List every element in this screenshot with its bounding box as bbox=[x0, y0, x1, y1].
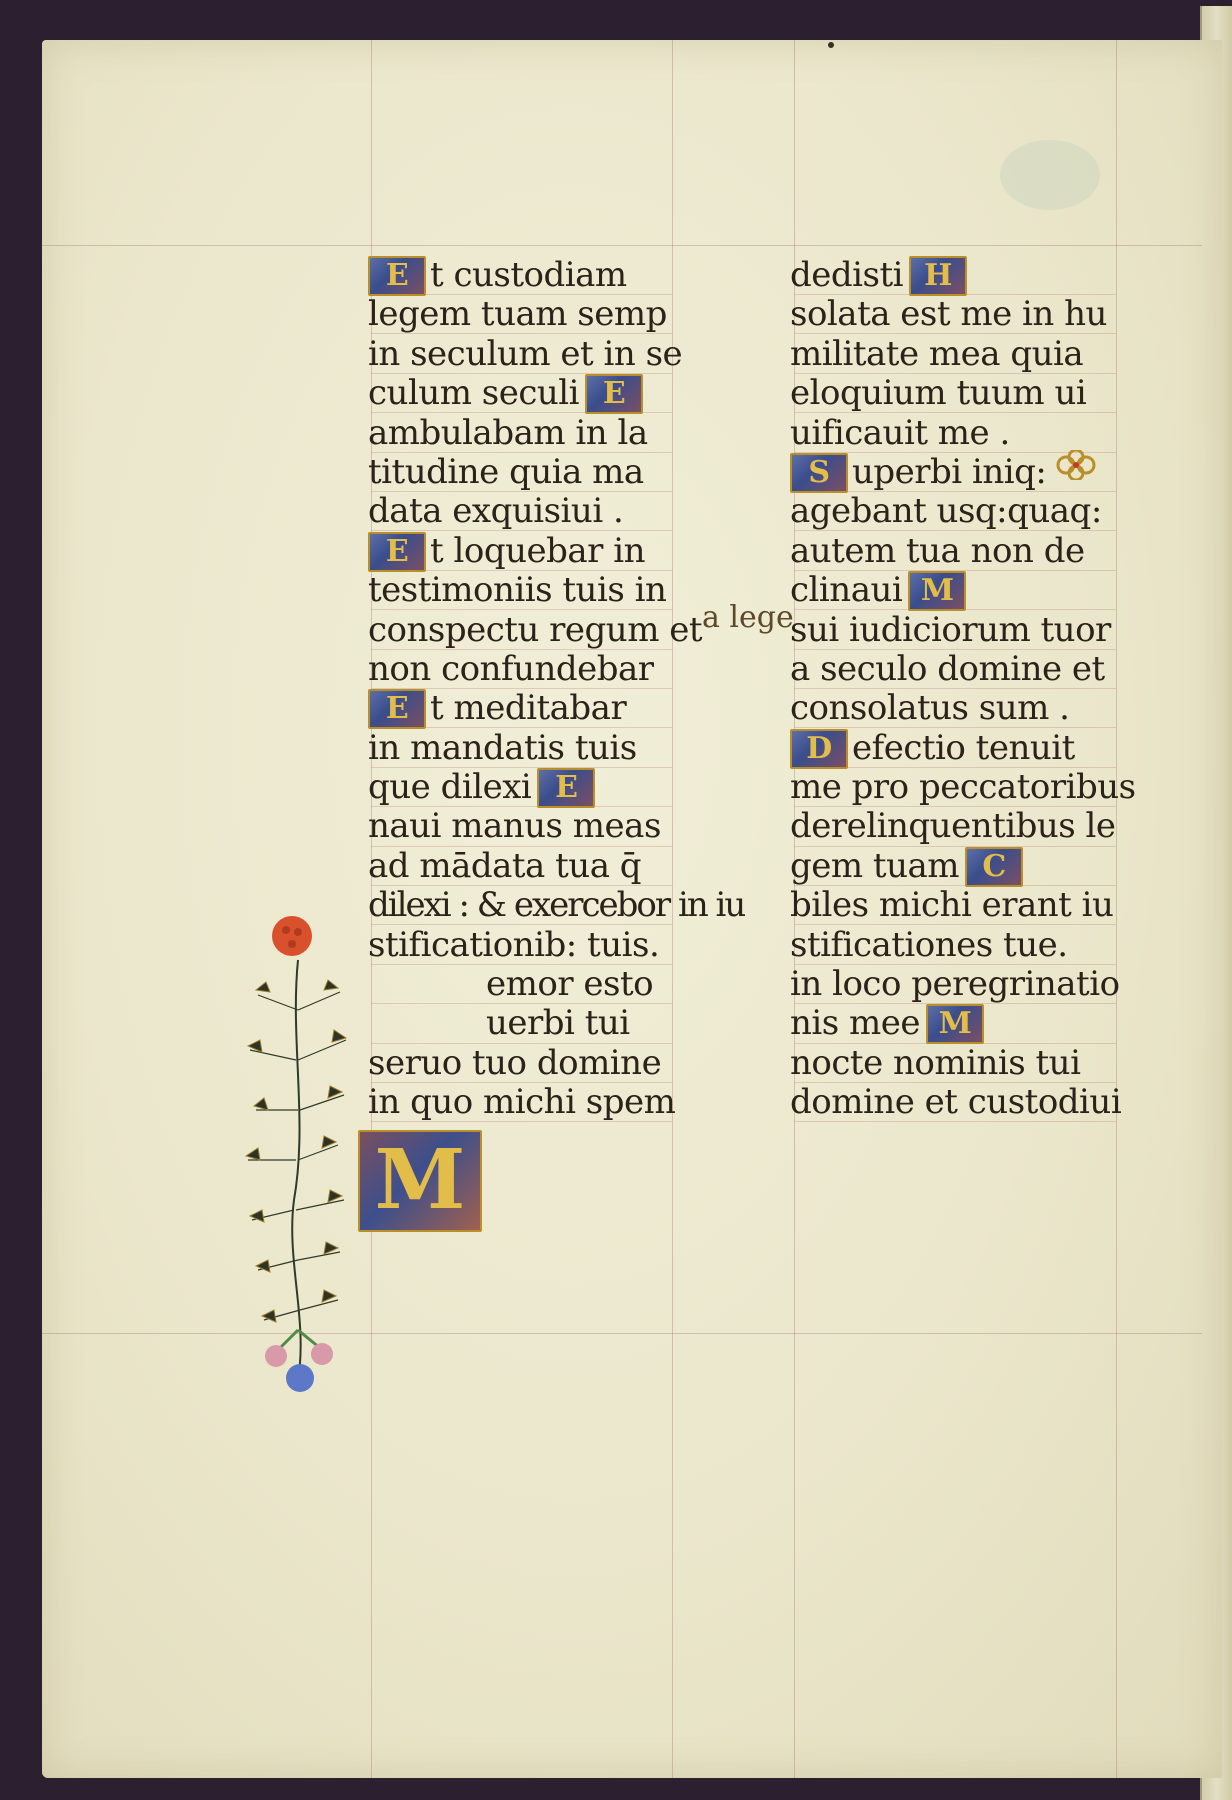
left-text-column bbox=[368, 255, 745, 1123]
line-text: ad mādata tua q̄ bbox=[368, 845, 642, 886]
line-text: in mandatis tuis bbox=[368, 727, 637, 768]
text-line bbox=[368, 926, 688, 965]
text-line bbox=[368, 768, 688, 807]
text-line bbox=[368, 414, 688, 453]
line-text: que dilexi bbox=[368, 767, 532, 808]
line-text: non confundebar bbox=[368, 648, 654, 689]
text-line bbox=[790, 414, 1130, 453]
line-text: dilexi : & exercebor in iu bbox=[368, 885, 745, 926]
decorated-initial: S bbox=[790, 453, 848, 493]
text-line bbox=[368, 807, 688, 846]
text-line bbox=[790, 1004, 1130, 1043]
line-text: uperbi iniq: bbox=[852, 451, 1047, 492]
text-line bbox=[790, 926, 1130, 965]
floral-border-sprig bbox=[228, 900, 368, 1400]
text-line bbox=[790, 532, 1130, 571]
text-line bbox=[368, 453, 688, 492]
line-text: a seculo domine et bbox=[790, 648, 1105, 689]
text-line bbox=[790, 295, 1130, 334]
line-text: agebant usq:quaq: bbox=[790, 491, 1102, 532]
line-text: t meditabar bbox=[430, 688, 627, 729]
ink-dot bbox=[828, 42, 834, 48]
line-text: uificauit me . bbox=[790, 412, 1010, 453]
text-line bbox=[790, 256, 1130, 295]
line-text: seruo tuo domine bbox=[368, 1042, 662, 1083]
line-text: emor esto bbox=[486, 964, 654, 1005]
line-text: ambulabam in la bbox=[368, 412, 648, 453]
line-text: domine et custodiui bbox=[790, 1082, 1122, 1123]
line-text: in loco peregrinatio bbox=[790, 964, 1120, 1005]
text-line bbox=[368, 295, 688, 334]
line-text: gem tuam bbox=[790, 845, 960, 886]
text-line bbox=[790, 965, 1130, 1004]
line-text: nocte nominis tui bbox=[790, 1042, 1081, 1083]
line-text: consolatus sum . bbox=[790, 688, 1070, 729]
text-line bbox=[790, 374, 1130, 413]
line-text: conspectu regum et bbox=[368, 609, 703, 650]
text-line bbox=[368, 1044, 688, 1083]
right-text-column bbox=[790, 255, 1136, 1123]
horizontal-ruling bbox=[42, 245, 1202, 246]
text-line bbox=[790, 1044, 1130, 1083]
text-line bbox=[368, 885, 745, 926]
decorated-initial: H bbox=[909, 256, 967, 296]
line-text: militate mea quia bbox=[790, 333, 1084, 374]
text-line bbox=[368, 1083, 688, 1122]
decorated-initial: E bbox=[368, 256, 426, 296]
text-line bbox=[368, 609, 703, 650]
line-text: clinaui bbox=[790, 570, 903, 611]
line-text: t custodiam bbox=[430, 255, 627, 295]
text-line bbox=[790, 807, 1130, 846]
decorated-initial: E bbox=[368, 689, 426, 729]
line-text: solata est me in hu bbox=[790, 294, 1107, 335]
decorated-initial: D bbox=[790, 729, 848, 769]
decorated-initial: M bbox=[926, 1004, 984, 1044]
text-line bbox=[790, 335, 1130, 374]
line-text: stificationes tue. bbox=[790, 924, 1068, 965]
line-text: biles michi erant iu bbox=[790, 885, 1114, 926]
text-line bbox=[790, 571, 1130, 610]
line-text: in seculum et in se bbox=[368, 333, 683, 374]
text-line bbox=[790, 729, 1130, 768]
text-line bbox=[368, 650, 688, 689]
text-line bbox=[368, 256, 688, 295]
quatrefoil-line-filler bbox=[1048, 450, 1104, 480]
decorated-initial: E bbox=[368, 532, 426, 572]
text-line bbox=[790, 611, 1130, 650]
text-line bbox=[368, 689, 688, 728]
text-line bbox=[368, 729, 688, 768]
marginal-correction: a lege bbox=[702, 600, 794, 635]
text-line bbox=[790, 650, 1130, 689]
line-text: culum seculi bbox=[368, 373, 580, 414]
line-text: testimoniis tuis in bbox=[368, 570, 667, 611]
text-line bbox=[790, 1083, 1130, 1122]
text-line bbox=[368, 1004, 688, 1043]
decorated-initial: M bbox=[908, 571, 966, 611]
text-line bbox=[368, 847, 688, 886]
line-text: sui iudiciorum tuor bbox=[790, 609, 1111, 650]
line-text: uerbi tui bbox=[486, 1003, 630, 1044]
line-text: naui manus meas bbox=[368, 806, 661, 847]
text-line bbox=[790, 767, 1136, 808]
line-text: in quo michi spem bbox=[368, 1082, 676, 1123]
line-text: legem tuam semp bbox=[368, 294, 667, 335]
text-line bbox=[368, 571, 688, 610]
decorated-initial: E bbox=[585, 374, 643, 414]
text-line bbox=[368, 374, 688, 413]
text-line bbox=[790, 847, 1130, 886]
line-text: efectio tenuit bbox=[852, 727, 1075, 768]
line-text: autem tua non de bbox=[790, 530, 1085, 571]
page-stain bbox=[1000, 140, 1100, 210]
text-line bbox=[790, 492, 1130, 531]
text-line bbox=[368, 532, 688, 571]
text-line bbox=[790, 689, 1130, 728]
line-text: nis mee bbox=[790, 1003, 921, 1044]
text-line bbox=[790, 886, 1130, 925]
text-line bbox=[368, 492, 688, 531]
decorated-initial: C bbox=[965, 847, 1023, 887]
text-line bbox=[368, 335, 688, 374]
line-text: derelinquentibus le bbox=[790, 806, 1116, 847]
line-text: data exquisiui . bbox=[368, 491, 624, 532]
line-text: titudine quia ma bbox=[368, 451, 644, 492]
line-text: t loquebar in bbox=[430, 530, 645, 571]
decorated-initial: E bbox=[537, 768, 595, 808]
line-text: eloquium tuum ui bbox=[790, 373, 1087, 414]
line-text: me pro peccatoribus bbox=[790, 767, 1136, 808]
line-text: dedisti bbox=[790, 255, 904, 295]
line-text: stificationib: tuis. bbox=[368, 924, 660, 965]
large-decorated-initial: M bbox=[358, 1130, 482, 1232]
text-line bbox=[368, 965, 688, 1004]
